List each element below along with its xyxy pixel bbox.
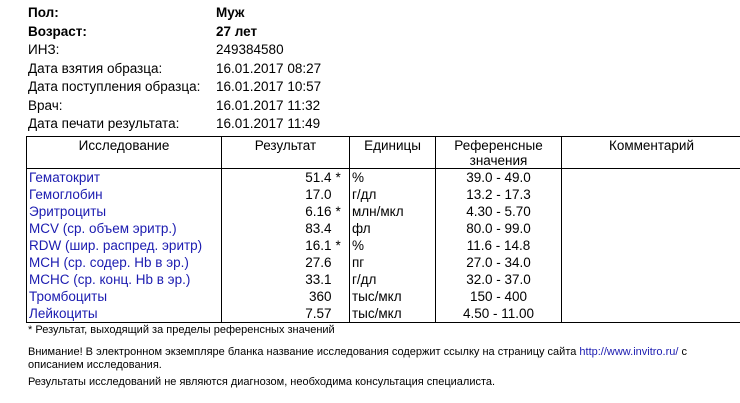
table-row bbox=[27, 288, 740, 305]
header-units: Единицы bbox=[350, 137, 436, 169]
result-unit: % bbox=[350, 169, 436, 187]
reference-range: 4.50 - 11.00 bbox=[436, 305, 562, 323]
comment-cell bbox=[562, 271, 740, 288]
doctor-row bbox=[28, 97, 321, 116]
reference-range: 4.30 - 5.70 bbox=[436, 203, 562, 220]
result-value: 360 bbox=[222, 288, 334, 305]
header-comment: Комментарий bbox=[562, 137, 740, 169]
result-unit: пг bbox=[350, 254, 436, 271]
invitro-link[interactable]: http://www.invitro.ru/ bbox=[579, 346, 679, 358]
table-row bbox=[27, 237, 740, 254]
warning-text-end: с описанием исследования. bbox=[28, 346, 688, 371]
result-unit: % bbox=[350, 237, 436, 254]
sample-taken-value: 16.01.2017 08:27 bbox=[216, 60, 322, 76]
table-row bbox=[27, 203, 740, 220]
sex-label: Пол: bbox=[28, 5, 59, 20]
table-row bbox=[27, 254, 740, 271]
table-row bbox=[27, 186, 740, 203]
comment-cell bbox=[562, 203, 740, 220]
table-header-row bbox=[27, 137, 740, 169]
sex-value: Муж bbox=[216, 5, 245, 20]
warning-text: Внимание! В электронном экземпляре бланка название исследования содержит ссылку на страницу сайта bbox=[28, 346, 580, 358]
result-flag: * bbox=[334, 237, 350, 254]
reference-range: 39.0 - 49.0 bbox=[436, 169, 562, 187]
test-link[interactable]: Гематокрит bbox=[27, 169, 222, 187]
print-date-row bbox=[28, 115, 321, 134]
result-value: 16.1 bbox=[222, 237, 334, 254]
table-row bbox=[27, 220, 740, 237]
result-flag bbox=[334, 254, 350, 271]
result-value: 7.57 bbox=[222, 305, 334, 323]
comment-cell bbox=[562, 305, 740, 323]
inz-label: ИНЗ: bbox=[28, 42, 60, 57]
reference-range: 11.6 - 14.8 bbox=[436, 237, 562, 254]
result-unit: г/дл bbox=[350, 186, 436, 203]
comment-cell bbox=[562, 254, 740, 271]
footnote: * Результат, выходящий за пределы референсных значений bbox=[28, 324, 335, 336]
inz-row bbox=[28, 41, 321, 60]
result-flag bbox=[334, 305, 350, 323]
comment-cell bbox=[562, 288, 740, 305]
comment-cell bbox=[562, 186, 740, 203]
doctor-label: Врач: bbox=[28, 97, 63, 113]
sample-received-value: 16.01.2017 10:57 bbox=[216, 79, 322, 94]
result-value: 51.4 bbox=[222, 169, 334, 187]
sample-received-label: Дата поступления образца: bbox=[28, 79, 201, 94]
doctor-value: 16.01.2017 11:32 bbox=[216, 97, 321, 113]
comment-cell bbox=[562, 220, 740, 237]
age-label: Возраст: bbox=[28, 23, 87, 39]
table-row bbox=[27, 169, 740, 187]
test-link[interactable]: MCHC (ср. конц. Hb в эр.) bbox=[27, 271, 222, 288]
header-result: Результат bbox=[222, 137, 350, 169]
patient-info bbox=[28, 4, 321, 134]
result-flag: * bbox=[334, 169, 350, 187]
result-unit: тыс/мкл bbox=[350, 288, 436, 305]
print-date-value: 16.01.2017 11:49 bbox=[216, 116, 321, 131]
sample-received-row bbox=[28, 78, 321, 97]
comment-cell bbox=[562, 237, 740, 254]
result-flag bbox=[334, 288, 350, 305]
result-value: 17.0 bbox=[222, 186, 334, 203]
comment-cell bbox=[562, 169, 740, 187]
result-unit: г/дл bbox=[350, 271, 436, 288]
header-reference: Референсные значения bbox=[436, 137, 562, 169]
reference-range: 32.0 - 37.0 bbox=[436, 271, 562, 288]
result-value: 83.4 bbox=[222, 220, 334, 237]
sex-row bbox=[28, 4, 321, 23]
test-link[interactable]: Лейкоциты bbox=[27, 305, 222, 323]
sample-taken-label: Дата взятия образца: bbox=[28, 60, 163, 76]
age-row bbox=[28, 23, 321, 42]
print-date-label: Дата печати результата: bbox=[28, 116, 180, 131]
result-flag: * bbox=[334, 203, 350, 220]
age-value: 27 лет bbox=[216, 23, 258, 39]
inz-value: 249384580 bbox=[216, 42, 284, 57]
results-table bbox=[26, 136, 740, 323]
reference-range: 13.2 - 17.3 bbox=[436, 186, 562, 203]
result-value: 6.16 bbox=[222, 203, 334, 220]
test-link[interactable]: MCH (ср. содер. Hb в эр.) bbox=[27, 254, 222, 271]
reference-range: 150 - 400 bbox=[436, 288, 562, 305]
result-unit: млн/мкл bbox=[350, 203, 436, 220]
result-value: 27.6 bbox=[222, 254, 334, 271]
test-link[interactable]: Тромбоциты bbox=[27, 288, 222, 305]
reference-range: 80.0 - 99.0 bbox=[436, 220, 562, 237]
header-test: Исследование bbox=[27, 137, 222, 169]
table-row bbox=[27, 305, 740, 323]
test-link[interactable]: Гемоглобин bbox=[27, 186, 222, 203]
result-unit: фл bbox=[350, 220, 436, 237]
reference-range: 27.0 - 34.0 bbox=[436, 254, 562, 271]
result-flag bbox=[334, 220, 350, 237]
result-flag bbox=[334, 271, 350, 288]
result-unit: тыс/мкл bbox=[350, 305, 436, 323]
test-link[interactable]: RDW (шир. распред. эритр) bbox=[27, 237, 222, 254]
test-link[interactable]: MCV (ср. объем эритр.) bbox=[27, 220, 222, 237]
result-flag bbox=[334, 186, 350, 203]
disclaimer: Результаты исследований не являются диагнозом, необходима консультация специалиста. bbox=[28, 376, 496, 388]
test-link[interactable]: Эритроциты bbox=[27, 203, 222, 220]
sample-taken-row bbox=[28, 60, 321, 79]
result-value: 33.1 bbox=[222, 271, 334, 288]
warning-note bbox=[28, 346, 728, 372]
table-row bbox=[27, 271, 740, 288]
